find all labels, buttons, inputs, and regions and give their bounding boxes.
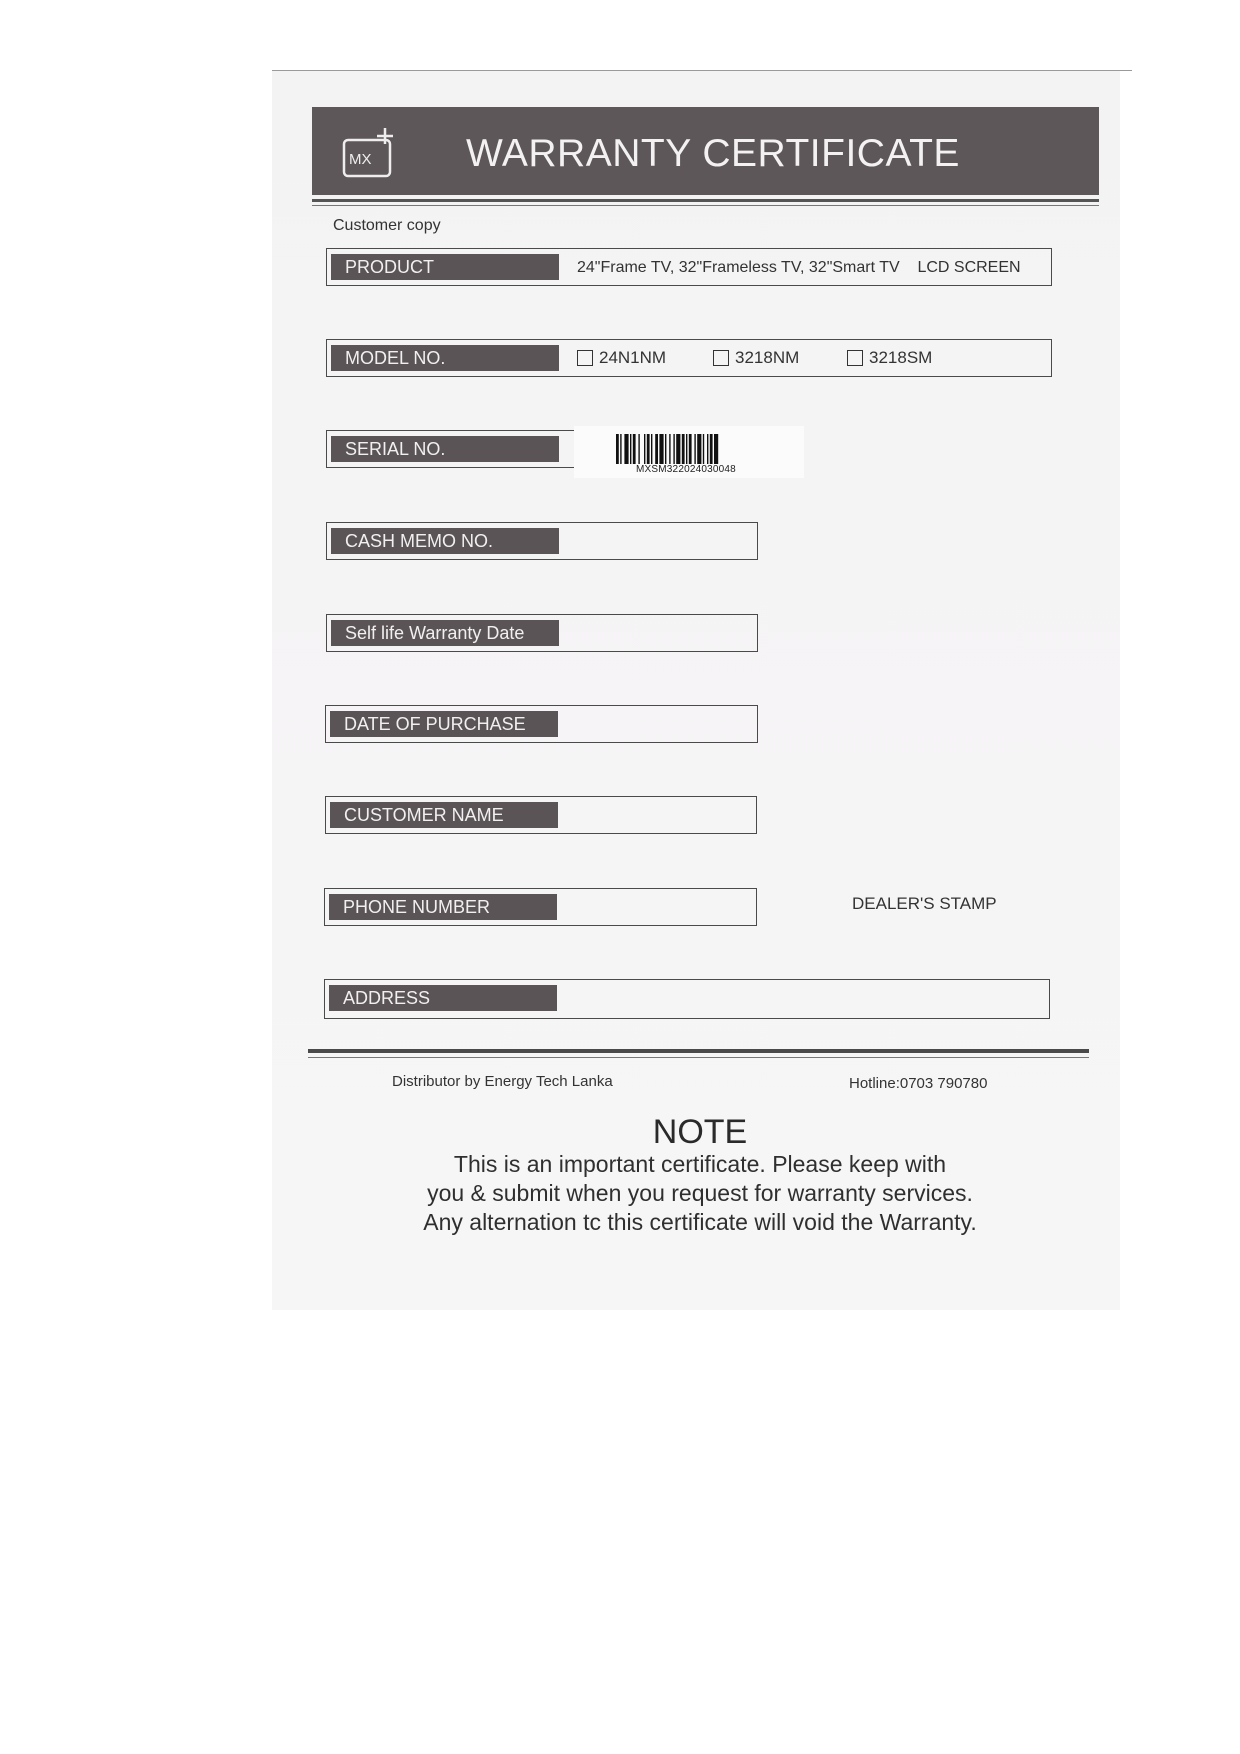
note-title: NOTE — [652, 1113, 748, 1151]
barcode-bar — [647, 434, 650, 464]
barcode-bar — [669, 434, 670, 464]
model-option-24n1nm[interactable] — [577, 348, 666, 368]
barcode-number: MXSM322024030048 — [636, 464, 736, 475]
barcode-bar — [616, 434, 619, 464]
mx-logo-icon — [341, 126, 398, 180]
model-option-3218nm[interactable] — [713, 348, 799, 368]
model-option-3218sm[interactable] — [847, 348, 932, 368]
barcode-bar — [689, 434, 692, 464]
barcode-bar — [620, 434, 621, 464]
model-option-label: 3218NM — [735, 348, 800, 367]
barcode-bar — [665, 434, 666, 464]
serial-label: SERIAL NO. — [331, 436, 559, 462]
note-line: you & submit when you request for warranty services. — [427, 1180, 973, 1206]
checkbox-icon[interactable] — [847, 350, 863, 366]
product-label: PRODUCT — [331, 254, 559, 280]
barcode-icon — [616, 434, 774, 464]
note-line: Any alternation tc this certificate will void the Warranty. — [423, 1209, 977, 1235]
barcode-bar — [651, 434, 652, 464]
address-field[interactable] — [324, 979, 1050, 1019]
cash-memo-field[interactable] — [326, 522, 758, 560]
barcode-bar — [686, 434, 687, 464]
serial-field — [326, 430, 576, 468]
header-underline — [312, 199, 1099, 206]
note-line: This is an important certificate. Please keep with — [453, 1151, 947, 1177]
customer-copy-label: Customer copy — [333, 217, 441, 234]
customer-name-label: CUSTOMER NAME — [330, 802, 558, 828]
barcode-bar — [703, 434, 704, 464]
barcode-bar — [682, 434, 685, 464]
footer-rule — [308, 1049, 1089, 1058]
phone-number-label: PHONE NUMBER — [329, 894, 557, 920]
barcode-bar — [707, 434, 708, 464]
logo-text: MX — [349, 151, 372, 168]
product-field — [326, 248, 1052, 286]
barcode-bar — [644, 434, 645, 464]
model-label: MODEL NO. — [331, 345, 559, 371]
hotline-text: Hotline:0703 790780 — [849, 1075, 988, 1092]
barcode-bar — [655, 434, 658, 464]
phone-number-field[interactable] — [324, 888, 757, 926]
distributor-text: Distributor by Energy Tech Lanka — [392, 1073, 613, 1090]
barcode-bar — [673, 434, 674, 464]
self-life-warranty-field[interactable] — [326, 614, 758, 652]
model-option-label: 3218SM — [869, 348, 933, 367]
barcode-bar — [633, 434, 636, 464]
barcode-bar — [697, 434, 701, 464]
barcode-bar — [710, 434, 713, 464]
checkbox-icon[interactable] — [713, 350, 729, 366]
barcode-sticker — [574, 426, 804, 478]
date-of-purchase-field[interactable] — [325, 705, 758, 743]
barcode-bar — [714, 434, 718, 464]
cash-memo-label: CASH MEMO NO. — [331, 528, 559, 554]
model-field — [326, 339, 1052, 377]
checkbox-icon[interactable] — [577, 350, 593, 366]
barcode-bar — [630, 434, 631, 464]
page-title: WARRANTY CERTIFICATE — [466, 132, 960, 175]
barcode-bar — [676, 434, 680, 464]
customer-name-field[interactable] — [325, 796, 757, 834]
barcode-bar — [624, 434, 628, 464]
barcode-bar — [638, 434, 639, 464]
dealers-stamp-label: DEALER'S STAMP — [852, 894, 997, 913]
date-of-purchase-label: DATE OF PURCHASE — [330, 711, 558, 737]
note-body — [380, 1150, 1020, 1237]
product-value: 24"Frame TV, 32"Frameless TV, 32"Smart TV LCD SCREEN — [577, 259, 1021, 276]
model-option-label: 24N1NM — [599, 348, 667, 367]
self-life-warranty-label: Self life Warranty Date — [331, 620, 559, 646]
top-rule — [272, 70, 1132, 71]
barcode-bar — [659, 434, 663, 464]
address-label: ADDRESS — [329, 985, 557, 1011]
barcode-bar — [694, 434, 695, 464]
